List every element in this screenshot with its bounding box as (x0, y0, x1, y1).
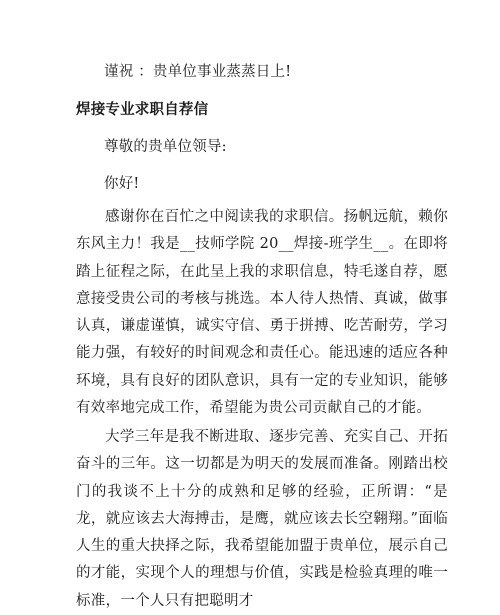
body-paragraph: 感谢你在百忙之中阅读我的求职信。扬帆远航，赖你东风主力！我是__技师学院 20__焊接-班学生__。在即将踏上征程之际，在此呈上我的求职信息，特毛遂自荐，愿意接受贵公司的考核与挑选。本人待人热情、真诚，做事认真，谦虚谨慎，诚实守信、勇于拼搏、吃苦耐劳，学习能力强，有较好的时间观念和责任心。能迅速的适应各种环境，具有良好的团队意识，具有一定的专业知识，能够有效率地完成工作，希望能为贵公司贡献自己的才能。 (76, 209, 448, 417)
closing-wish: 谨祝 ：贵单位事业蒸蒸日上! (104, 64, 292, 80)
greeting: 你好! (104, 176, 140, 192)
document-title: 焊接专业求职自荐信 (76, 101, 209, 118)
salutation: 尊敬的贵单位领导: (104, 139, 227, 155)
body-paragraph: 大学三年是我不断进取、逐步完善、充实自己、开拓奋斗的三年。这一切都是为明天的发展而准备。刚踏出校门的我谈不上十分的成熟和足够的经验，正所谓：“是龙，就应该去大海搏击，是鹰，就应该去长空翱翔。”面临人生的重大抉择之际，我希望能加盟于贵单位，展示自己的才能，实现个人的理想与价值，实践是检验真理的唯一标准，一个人只有把聪明才 (76, 429, 448, 609)
